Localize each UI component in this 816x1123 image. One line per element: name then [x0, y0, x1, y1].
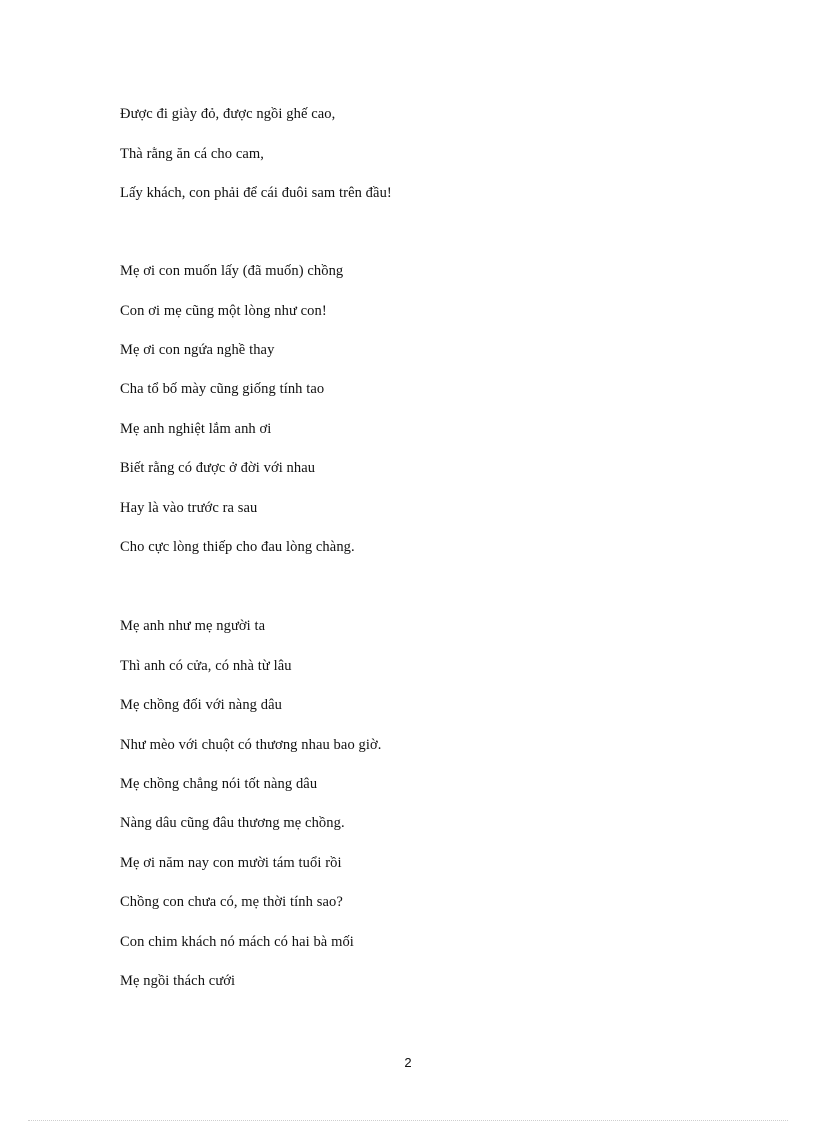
- poem-line: Như mèo với chuột có thương nhau bao giờ.: [120, 737, 382, 753]
- poem-line: Con chim khách nó mách có hai bà mối: [120, 934, 354, 950]
- poem-line: Hay là vào trước ra sau: [120, 500, 258, 516]
- poem-line: Biết rằng có được ở đời với nhau: [120, 460, 316, 476]
- poem-line: Mẹ anh nghiệt lắm anh ơi: [120, 421, 272, 437]
- poem-line: Cho cực lòng thiếp cho đau lòng chàng.: [120, 539, 355, 555]
- poem-line: Cha tổ bố mày cũng giống tính tao: [120, 381, 325, 397]
- poem-line: Mẹ anh như mẹ người ta: [120, 618, 266, 634]
- poem-line: Mẹ ơi năm nay con mười tám tuổi rồi: [120, 855, 342, 871]
- poem-line: Lấy khách, con phải để cái đuôi sam trên đầu!: [120, 185, 392, 201]
- poem-line: Mẹ ơi con ngứa nghề thay: [120, 342, 275, 358]
- poem-line: Mẹ ơi con muốn lấy (đã muốn) chồng: [120, 263, 344, 279]
- poem-line: Con ơi mẹ cũng một lòng như con!: [120, 303, 327, 319]
- poem-line: Nàng dâu cũng đâu thương mẹ chồng.: [120, 815, 345, 831]
- poem-line: Được đi giày đỏ, được ngồi ghế cao,: [120, 106, 336, 122]
- page-number: 2: [404, 1055, 412, 1070]
- poem-line: Thà rằng ăn cá cho cam,: [120, 146, 265, 162]
- poem-line: Mẹ ngồi thách cưới: [120, 973, 236, 989]
- poem-line: Chồng con chưa có, mẹ thời tính sao?: [120, 894, 343, 910]
- poem-line: Mẹ chồng chẳng nói tốt nàng dâu: [120, 776, 318, 792]
- page-divider: [28, 1120, 788, 1121]
- poem-line: Thì anh có cửa, có nhà từ lâu: [120, 658, 292, 674]
- poem-line: Mẹ chồng đối với nàng dâu: [120, 697, 282, 713]
